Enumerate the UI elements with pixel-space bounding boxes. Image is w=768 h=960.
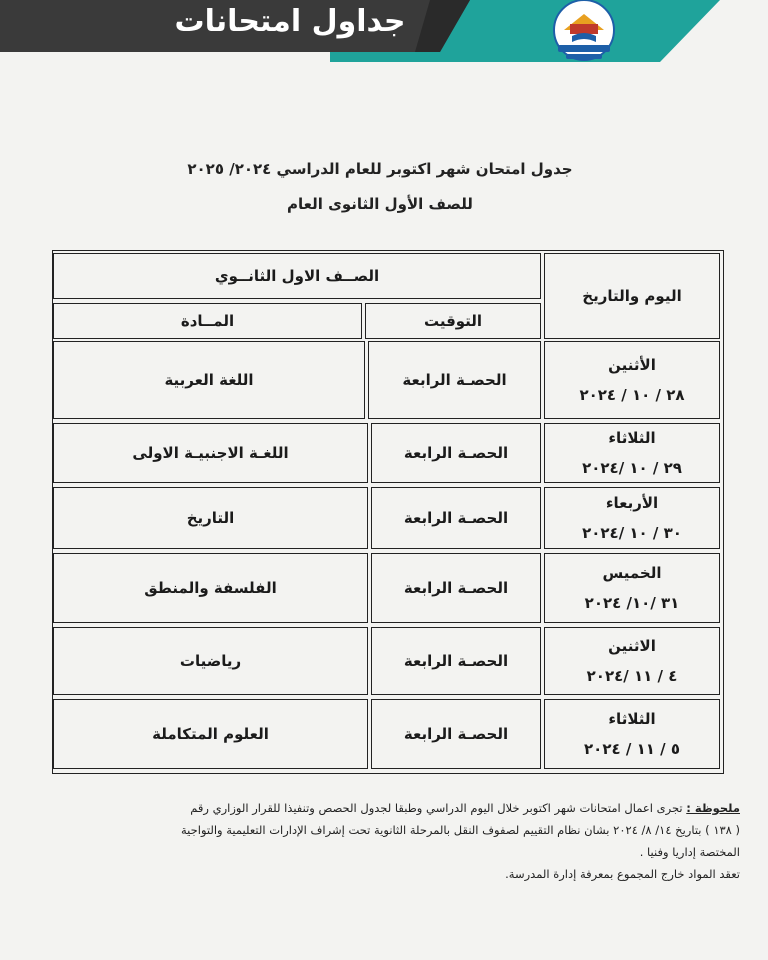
table-row-day xyxy=(544,487,720,549)
header-grade: الصــف الاول الثانــوي xyxy=(53,253,541,299)
table-row-time: الحصـة الرابعة xyxy=(371,553,541,623)
table-row-time: الحصـة الرابعة xyxy=(371,627,541,695)
note-line-2: ( ١٣٨ ) بتاريخ ١٤/ ٨/ ٢٠٢٤ بشان نظام التقييم لصفوف النقل بالمرحلة الثانوية تحت إشراف الإدارات التعليمية والتواجية xyxy=(181,823,740,837)
table-row-time: الحصـة الرابعة xyxy=(371,699,541,769)
exam-schedule-table xyxy=(52,250,724,774)
day-name: الثلاثاء xyxy=(608,429,656,447)
table-row-day xyxy=(544,423,720,483)
table-row-time: الحصـة الرابعة xyxy=(371,487,541,549)
header-time: التوقيت xyxy=(365,303,541,339)
day-date: ٣١ /١٠/ ٢٠٢٤ xyxy=(584,594,680,612)
header-day-date: اليوم والتاريخ xyxy=(544,253,720,339)
schedule-grade: للصف الأول الثانوى العام xyxy=(287,195,473,213)
banner-title: جداول امتحانات xyxy=(174,4,406,39)
table-row-day xyxy=(544,699,720,769)
day-date: ٢٩ / ١٠ /٢٠٢٤ xyxy=(582,459,682,477)
day-name: الخميس xyxy=(602,564,662,582)
table-row-subject: رياضيات xyxy=(53,627,368,695)
note-label: ملحوظة : xyxy=(686,801,740,815)
table-row-day xyxy=(544,553,720,623)
table-row-subject: التاريخ xyxy=(53,487,368,549)
table-row-subject: الفلسفة والمنطق xyxy=(53,553,368,623)
day-date: ٢٨ / ١٠ / ٢٠٢٤ xyxy=(579,386,685,404)
table-row-day xyxy=(544,341,720,419)
day-name: الاثنين xyxy=(608,637,656,655)
directorate-logo xyxy=(542,0,626,64)
day-name: الثلاثاء xyxy=(608,710,656,728)
header-subject: المــادة xyxy=(53,303,362,339)
day-name: الأثنين xyxy=(608,356,656,374)
day-date: ٥ / ١١ / ٢٠٢٤ xyxy=(584,740,680,758)
table-row-subject: اللغة العربية xyxy=(53,341,365,419)
table-row-subject: العلوم المتكاملة xyxy=(53,699,368,769)
day-name: الأربعاء xyxy=(605,494,659,512)
note-line-4: تعقد المواد خارج المجموع بمعرفة إدارة المدرسة. xyxy=(505,867,740,881)
table-row-time: الحصـة الرابعة xyxy=(371,423,541,483)
note-line-3: المختصة إداريا وفنيا . xyxy=(639,845,740,859)
table-row-subject: اللغـة الاجنبيـة الاولى xyxy=(53,423,368,483)
note-line-1 xyxy=(40,797,740,819)
day-date: ٤ / ١١ /٢٠٢٤ xyxy=(586,667,678,685)
notes-section xyxy=(40,797,740,885)
table-row-day xyxy=(544,627,720,695)
day-date: ٣٠ / ١٠ /٢٠٢٤ xyxy=(582,524,682,542)
schedule-title: جدول امتحان شهر اكتوبر للعام الدراسي ٢٠٢٤/ ٢٠٢٥ xyxy=(187,160,573,178)
note-text-1: تجرى اعمال امتحانات شهر اكتوبر خلال اليوم الدراسي وطبقا لجدول الحصص وتنفيذا للقرار الوزاري رقم xyxy=(190,801,683,815)
table-row-time: الحصـة الرابعة xyxy=(368,341,541,419)
